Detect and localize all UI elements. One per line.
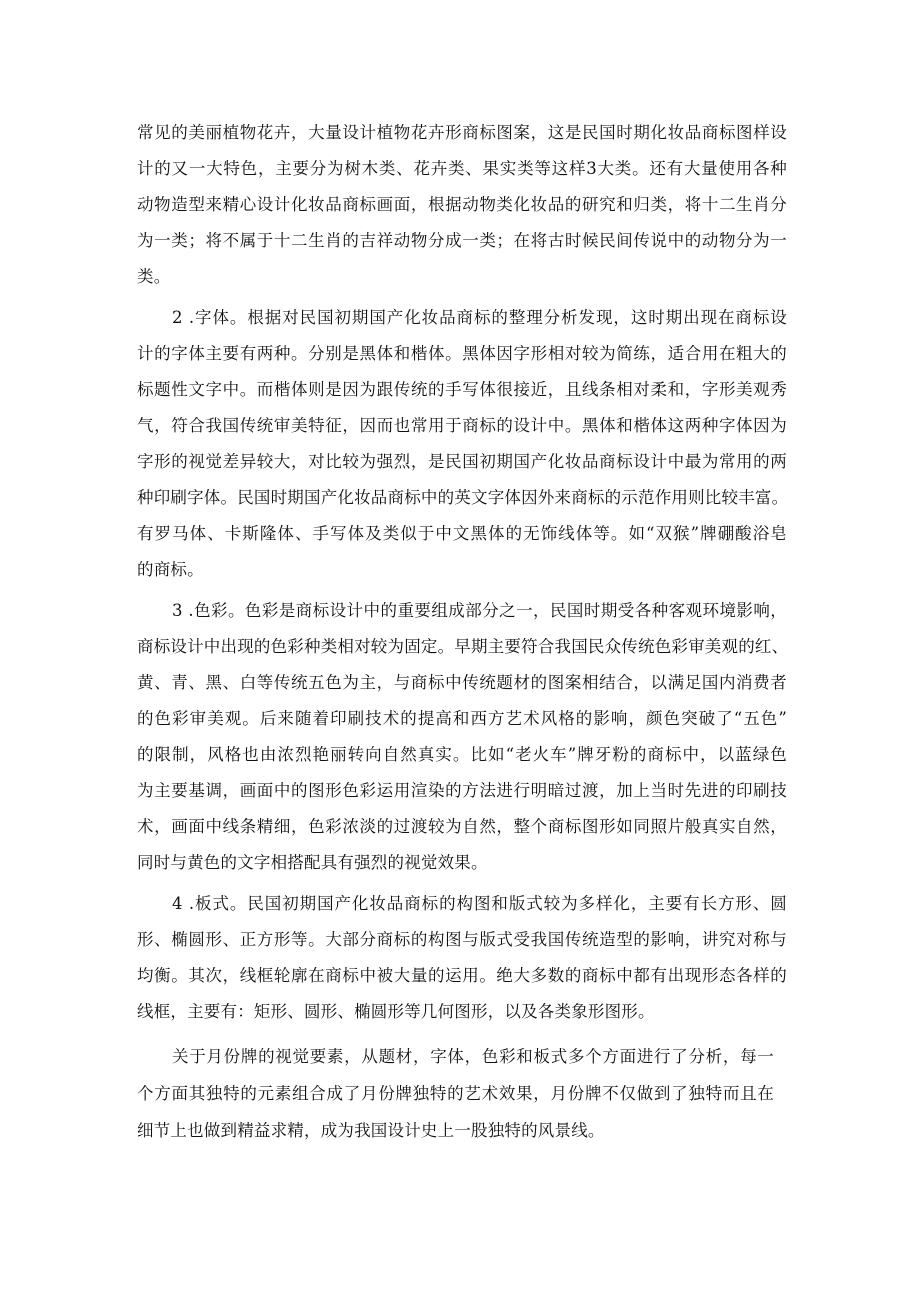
text-line: 为一类；将不属于十二生肖的吉祥动物分成一类；在将古时候民间传说中的动物分为一 — [137, 231, 787, 250]
text-line: 类。 — [137, 267, 171, 286]
text-line: 常见的美丽植物花卉，大量设计植物花卉形商标图案，这是民国时期化妆品商标图样设 — [137, 123, 787, 142]
text-line: 有罗马体、卡斯隆体、手写体及类似于中文黑体的无饰线体等。如“双猴”牌硼酸浴皂 — [137, 524, 787, 543]
text-line: 术，画面中线条精细，色彩浓淡的过渡较为自然，整个商标图形如同照片般真实自然， — [137, 817, 787, 836]
text-line: 均衡。其次，线框轮廓在商标中被大量的运用。绝大多数的商标中都有出现形态各样的 — [137, 966, 787, 985]
text-line: 计的字体主要有两种。分别是黑体和楷体。黑体因字形相对较为简练，适合用在粗大的 — [137, 344, 787, 363]
text-line: 3 .色彩。色彩是商标设计中的重要组成部分之一，民国时期受各种客观环境影响， — [172, 601, 787, 620]
text-line: 字形的视觉差异较大，对比较为强烈，是民国初期国产化妆品商标设计中最为常用的两 — [137, 452, 787, 471]
text-line: 种印刷字体。民国时期国产化妆品商标中的英文字体因外来商标的示范作用则比较丰富。 — [137, 488, 789, 507]
text-line: 黄、青、黑、白等传统五色为主，与商标中传统题材的图案相结合，以满足国内消费者 — [137, 673, 787, 692]
text-line: 2 .字体。根据对民国初期国产化妆品商标的整理分析发现，这时期出现在商标设 — [172, 308, 787, 327]
text-line: 动物造型来精心设计化妆品商标画面，根据动物类化妆品的研究和归类，将十二生肖分 — [137, 195, 787, 214]
text-line: 的色彩审美观。后来随着印刷技术的提高和西方艺术风格的影响，颜色突破了“五色” — [137, 709, 787, 728]
text-line: 细节上也做到精益求精，成为我国设计史上一股独特的风景线。 — [137, 1121, 605, 1140]
text-line: 同时与黄色的文字相搭配具有强烈的视觉效果。 — [137, 853, 488, 872]
text-line: 4 .板式。民国初期国产化妆品商标的构图和版式较为多样化，主要有长方形、圆 — [172, 894, 787, 913]
text-line: 关于月份牌的视觉要素，从题材，字体，色彩和板式多个方面进行了分析，每一 — [172, 1047, 774, 1066]
text-line: 的商标。 — [137, 560, 204, 579]
text-line: 商标设计中出现的色彩种类相对较为固定。早期主要符合我国民众传统色彩审美观的红、 — [137, 637, 789, 656]
text-line: 气，符合我国传统审美特征，因而也常用于商标的设计中。黑体和楷体这两种字体因为 — [137, 416, 787, 435]
text-line: 线框，主要有：矩形、圆形、椭圆形等几何图形，以及各类象形图形。 — [137, 1002, 655, 1021]
text-line: 计的又一大特色，主要分为树木类、花卉类、果实类等这样3大类。还有大量使用各种 — [137, 159, 787, 178]
text-line: 标题性文字中。而楷体则是因为跟传统的手写体很接近，且线条相对柔和，字形美观秀 — [137, 380, 787, 399]
text-line: 个方面其独特的元素组合成了月份牌独特的艺术效果，月份牌不仅做到了独特而且在 — [137, 1084, 774, 1103]
text-line: 的限制，风格也由浓烈艳丽转向自然真实。比如“老火车”牌牙粉的商标中，以蓝绿色 — [137, 745, 787, 764]
text-line: 为主要基调，画面中的图形色彩运用渲染的方法进行明暗过渡，加上当时先进的印刷技 — [137, 781, 787, 800]
text-line: 形、椭圆形、正方形等。大部分商标的构图与版式受我国传统造型的影响，讲究对称与 — [137, 930, 787, 949]
